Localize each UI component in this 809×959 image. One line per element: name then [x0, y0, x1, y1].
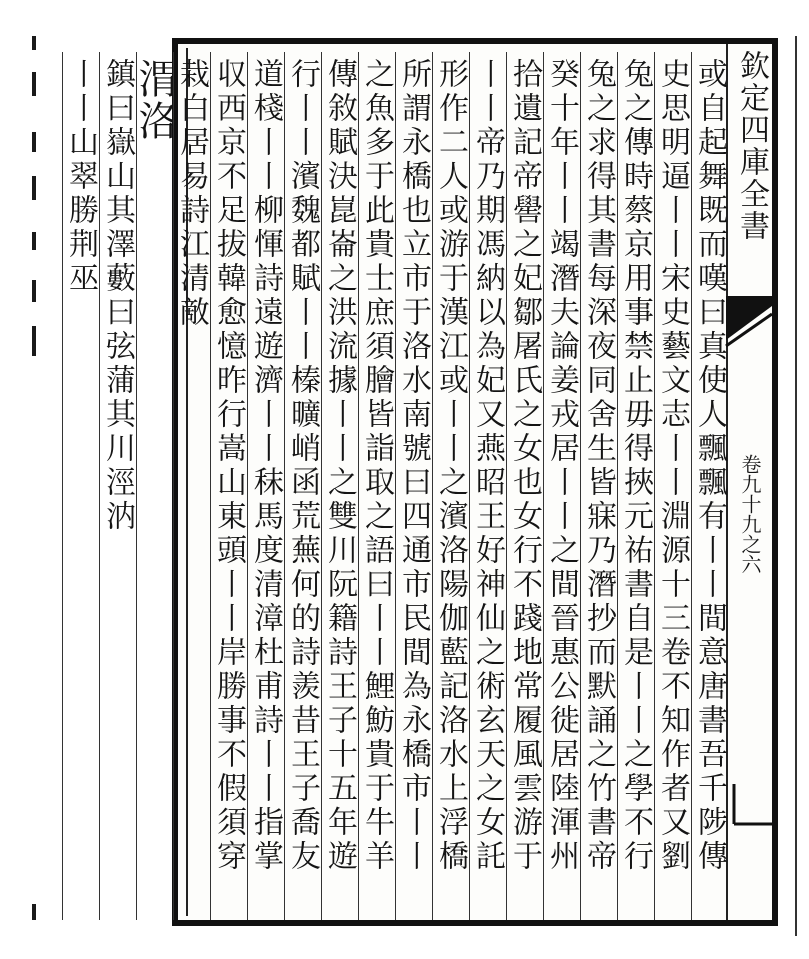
- fish-tail-icon: [726, 296, 772, 356]
- text-column: 鎮曰嶽山其澤藪曰弦蒲其川涇汭: [99, 52, 136, 920]
- text-column: 道棧丨丨柳惲詩遠遊濟丨丨秣馬度清漳杜甫詩丨丨指掌: [247, 52, 284, 920]
- page-margin-column: [726, 44, 772, 920]
- text-area: [63, 48, 728, 916]
- text-column: 癸十年丨丨竭潛夫論姜戎居丨丨之間晉惠公徙居陸渾州: [543, 52, 580, 920]
- text-column: 収西京不足拔韓愈憶昨行嵩山東頭丨丨岸勝事不假須穿: [210, 52, 247, 920]
- text-column: 栽白居易詩江清敵: [173, 52, 210, 920]
- page-right-edge: [795, 36, 805, 936]
- book-title-header: 欽定四庫全書: [734, 50, 769, 242]
- text-column: 兔之求得其書每深夜同舍生皆寐乃潛抄而默誦之竹書帝: [580, 52, 617, 920]
- text-column: 或自起舞既而嘆曰真使人飄飄有丨丨間意唐書吾千陟傳: [691, 52, 728, 920]
- heading-column: 渭洛: [136, 52, 173, 920]
- facing-page-edge: [28, 36, 42, 936]
- fish-tail-bottom-icon: [726, 784, 772, 834]
- text-column: 兔之傳時蔡京用事禁止毋得挾元祐書自是丨丨之學不行: [617, 52, 654, 920]
- text-column: 形作二人或游于漢江或丨丨之濱洛陽伽藍記洛水上浮橋: [432, 52, 469, 920]
- text-column: 傳敘賦決崑崙之洪流據丨丨之雙川阮籍詩王子十五年遊: [321, 52, 358, 920]
- text-columns: [62, 52, 728, 920]
- text-column: 丨丨山翠勝荆巫: [62, 52, 99, 920]
- text-column: 丨丨帝乃期馮納以為妃又燕昭王好神仙之術玄天之女託: [469, 52, 506, 920]
- page-frame: [63, 38, 778, 926]
- text-column: 之魚多于此貴士庶須膾皆詣取之語曰丨丨鯉魴貴于牛羊: [358, 52, 395, 920]
- text-column: 行丨丨濱魏都賦丨丨榛曠峭函荒蕪何的詩羨昔王子喬友: [284, 52, 321, 920]
- text-column: 拾遺記帝嚳之妃鄒屠氏之女也女行不踐地常履風雲游于: [506, 52, 543, 920]
- text-column: 史思明逼丨丨宋史藝文志丨丨淵源十三卷不知作者又劉: [654, 52, 691, 920]
- volume-label: 卷九十九之六: [738, 454, 762, 574]
- text-column: 所謂永橋也立市于洛水南號曰四通市民間為永橋市丨丨: [395, 52, 432, 920]
